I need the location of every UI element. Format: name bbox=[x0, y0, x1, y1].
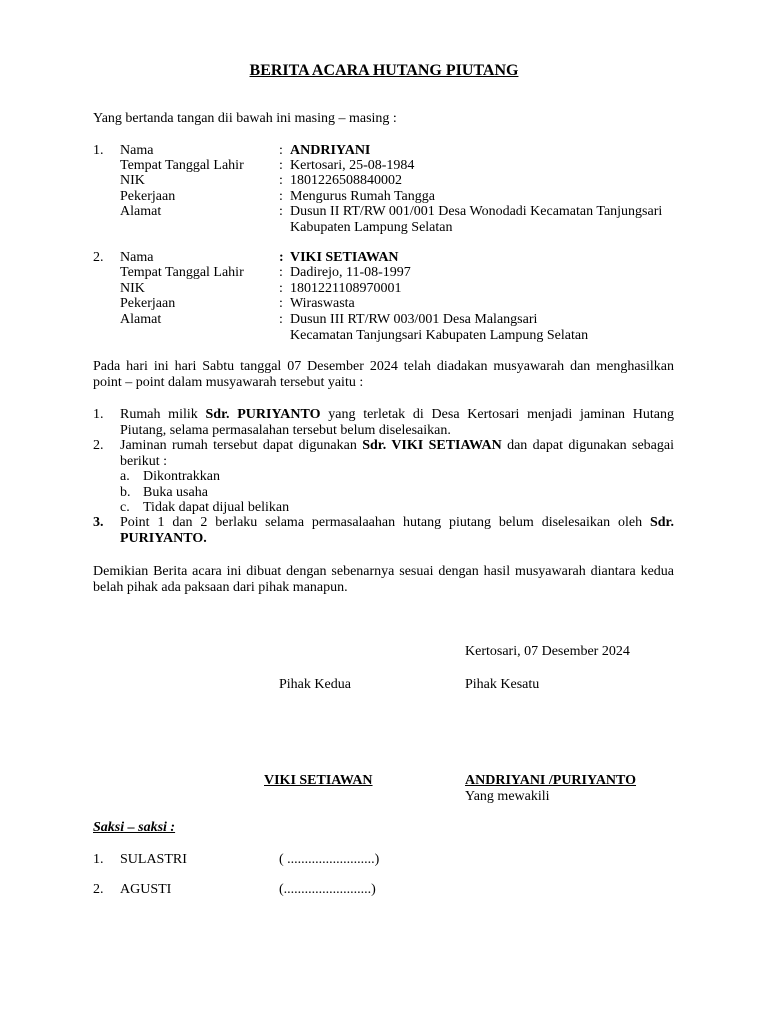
sub-item-text: Tidak dapat dijual belikan bbox=[143, 500, 290, 515]
label-alamat: Alamat bbox=[120, 204, 162, 219]
point-2-text-c: dan dapat digunakan sebagai berikut : bbox=[120, 438, 675, 469]
sub-item-letter: c. bbox=[120, 500, 130, 515]
party-1-sign-name: ANDRIYANI /PURIYANTO bbox=[465, 773, 637, 788]
party-1-nik: 1801226508840002 bbox=[290, 173, 402, 188]
witnesses-heading: Saksi – saksi : bbox=[93, 820, 176, 835]
witness-name: SULASTRI bbox=[120, 852, 187, 867]
party-2-number: 2. bbox=[93, 250, 104, 265]
document-title: BERITA ACARA HUTANG PIUTANG bbox=[249, 62, 519, 79]
colon: : bbox=[279, 173, 283, 188]
party-2-job: Wiraswasta bbox=[290, 296, 355, 311]
point-1-text-a: Rumah milik bbox=[120, 407, 206, 422]
party-1-ttl: Kertosari, 25-08-1984 bbox=[290, 158, 415, 173]
colon: : bbox=[279, 143, 283, 158]
point-2-text bbox=[120, 438, 674, 469]
party-1-job: Mengurus Rumah Tangga bbox=[290, 189, 435, 204]
party-1-sign-label: Pihak Kesatu bbox=[465, 677, 540, 692]
witness-name: AGUSTI bbox=[120, 882, 172, 897]
party-2-address-line2: Kecamatan Tanjungsari Kabupaten Lampung Selatan bbox=[290, 328, 589, 343]
place-date: Kertosari, 07 Desember 2024 bbox=[465, 644, 630, 659]
colon: : bbox=[279, 265, 283, 280]
point-2-number: 2. bbox=[93, 438, 104, 453]
party-2-ttl: Dadirejo, 11-08-1997 bbox=[290, 265, 411, 280]
point-2-text-bold: Sdr. VIKI SETIAWAN bbox=[362, 438, 502, 453]
point-2-text-a: Jaminan rumah tersebut dapat digunakan bbox=[120, 438, 363, 453]
witness-number: 2. bbox=[93, 882, 104, 897]
sub-item-letter: a. bbox=[120, 469, 130, 484]
sub-item-text: Buka usaha bbox=[143, 485, 208, 500]
label-alamat: Alamat bbox=[120, 312, 162, 327]
party-1-sign-note: Yang mewakili bbox=[465, 789, 550, 804]
colon: : bbox=[279, 281, 283, 296]
party-2-nik: 1801221108970001 bbox=[290, 281, 402, 296]
sub-item-text: Dikontrakkan bbox=[143, 469, 220, 484]
closing-paragraph: Demikian Berita acara ini dibuat dengan sebenarnya sesuai dengan hasil musyawarah diantara kedua belah pihak ada paksaan dari pihak manapun. bbox=[93, 564, 674, 595]
point-1-text bbox=[120, 407, 674, 438]
point-1-text-bold: Sdr. PURIYANTO bbox=[205, 407, 321, 422]
label-nama: Nama bbox=[120, 143, 154, 158]
party-2-sign-label: Pihak Kedua bbox=[279, 677, 351, 692]
party-1-number: 1. bbox=[93, 143, 104, 158]
party-1-name: ANDRIYANI bbox=[290, 143, 371, 158]
point-3-number: 3. bbox=[93, 515, 104, 530]
party-2-sign-name: VIKI SETIAWAN bbox=[264, 773, 373, 788]
point-3-text-a: Point 1 dan 2 berlaku selama permasalaahan hutang piutang belum diselesaikan oleh bbox=[120, 515, 650, 530]
witness-signature-line: ( .........................) bbox=[279, 852, 380, 867]
intro-text: Yang bertanda tangan dii bawah ini masing – masing : bbox=[93, 111, 397, 126]
label-pekerjaan: Pekerjaan bbox=[120, 189, 176, 204]
colon: : bbox=[279, 158, 283, 173]
colon: : bbox=[279, 204, 283, 219]
party-2-address-line1: Dusun III RT/RW 003/001 Desa Malangsari bbox=[290, 312, 538, 327]
colon: : bbox=[279, 189, 283, 204]
label-nik: NIK bbox=[120, 281, 145, 296]
label-nik: NIK bbox=[120, 173, 145, 188]
party-2-name: VIKI SETIAWAN bbox=[290, 250, 399, 265]
label-nama: Nama bbox=[120, 250, 154, 265]
sub-item-letter: b. bbox=[120, 485, 131, 500]
point-1-number: 1. bbox=[93, 407, 104, 422]
colon: : bbox=[279, 296, 283, 311]
witness-signature-line: (.........................) bbox=[279, 882, 376, 897]
party-1-address-line1: Dusun II RT/RW 001/001 Desa Wonodadi Kecamatan Tanjungsari bbox=[290, 204, 663, 219]
colon: : bbox=[279, 312, 283, 327]
point-3-text bbox=[120, 515, 674, 546]
label-ttl: Tempat Tanggal Lahir bbox=[120, 158, 244, 173]
witness-number: 1. bbox=[93, 852, 104, 867]
label-pekerjaan: Pekerjaan bbox=[120, 296, 176, 311]
colon: : bbox=[279, 250, 284, 265]
agreement-paragraph: Pada hari ini hari Sabtu tanggal 07 Desember 2024 telah diadakan musyawarah dan menghasilkan point – point dalam musyawarah tersebut yaitu : bbox=[93, 359, 674, 390]
label-ttl: Tempat Tanggal Lahir bbox=[120, 265, 244, 280]
point-3-text-bold: Sdr. PURIYANTO. bbox=[120, 515, 674, 546]
point-1-text-c: yang terletak di Desa Kertosari menjadi jaminan Hutang Piutang, selama permasalahan tersebut belum diselesaikan. bbox=[120, 407, 675, 438]
party-1-address-line2: Kabupaten Lampung Selatan bbox=[290, 220, 453, 235]
